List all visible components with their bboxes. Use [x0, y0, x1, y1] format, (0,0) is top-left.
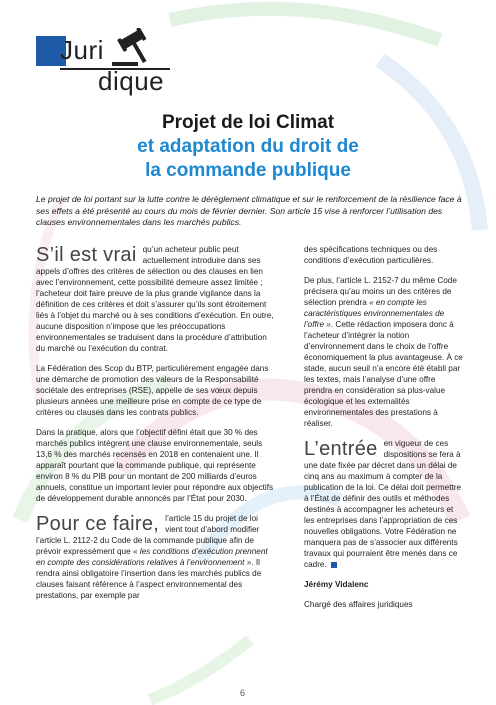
right-paragraph-2-a: De plus, l’article L. 2152-7 du même Code précisera qu’au moins un des critères de sélection prendra	[304, 276, 457, 307]
section-3-paragraph	[304, 438, 464, 570]
section-1-paragraph	[36, 244, 274, 354]
left-column	[36, 244, 274, 610]
logo-text-bottom: dique	[98, 66, 165, 96]
gavel-icon	[110, 28, 168, 68]
section-1-lead: S’il est vrai	[36, 244, 137, 266]
end-mark-icon	[331, 562, 337, 568]
right-paragraph-2	[304, 275, 464, 429]
section-2-text-b: . Il rendra ainsi obligatoire l’insertion dans les marchés publics de clauses faisant référence à l’aspect environnemental des prestations, par exemple par	[36, 558, 262, 600]
paragraph-rse: La Fédération des Scop du BTP, particulièrement engagée dans une démarche de promotion des valeurs de la Responsabilité sociétale des entreprises (RSE), appelle de ses vœux depuis plusieurs années une meilleure prise en compte de ce type de critères ou clauses dans les contrats publics.	[36, 364, 269, 417]
intro-paragraph: Le projet de loi portant sur la lutte contre le dérèglement climatique et sur le renforcement de la résilience face à ses effets a été présenté au cours du mois de février dernier. Son article 15 vise à renforcer l’utilisation des clauses environnementales dans les marchés publics.	[36, 194, 462, 228]
section-2-text-a: l’article 15 du projet de loi vient tout d’abord modifier l’article L. 2112-2 du Code de la commande publique afin de prévoir expressément que	[36, 514, 260, 556]
signature-role: Chargé des affaires juridiques	[304, 600, 413, 609]
section-2-quote: « les conditions d’exécution prennent en compte des considérations relatives à l’environnement »	[36, 547, 268, 567]
title-line-1: Projet de loi Climat	[161, 112, 335, 133]
page-number: 6	[240, 688, 246, 698]
section-2-paragraph	[36, 513, 274, 601]
section-3-lead: L’entrée	[304, 438, 378, 460]
section-1-text: qu’un acheteur public peut actuellement introduire dans ses appels d’offres des critères de sélection ou des clauses en lien avec l’environnement, cette possibilité demeure assez limitée ; l’acheteur doit faire preuve de la plus grande vigilance dans la définition de ces critères et doit s’assurer qu’ils sont étroitement liés à l’objet du marché ou à ses conditions d’exécution. En outre, aucune disposition n’impose que les préoccupations environnementales se traduisent dans la procédure d’attribution du marché ou l’exécution du contrat.	[36, 245, 274, 353]
section-3-text: en vigueur de ces dispositions se fera à une date fixée par décret dans un délai de cinq ans au maximum à compter de la publication de la loi. Ce délai doit permettre à l’État de définir des outils et méthodes destinés à accompagner les acheteurs et les entreprises dans l’appropriation de ces nouvelles obligations. Votre Fédération ne manquera pas de s’associer aux différents travaux qui pourraient être menés dans ce cadre.	[304, 439, 462, 569]
right-column	[304, 244, 464, 619]
logo-text-top: Juri	[60, 35, 104, 65]
title-line-2: et adaptation du droit de	[137, 136, 359, 157]
right-paragraph-2-b: . Cette rédaction imposera donc à l’acheteur d’intégrer la notion d’environnement dans le choix de l’offre économiquement la plus avantageuse. À ce stade, aucun seuil n’a encore été établi par les textes, mais l’analyse d’une offre prendra en considération sa plus-value écologique et les externalités environnementales des prestations à réaliser.	[304, 320, 463, 428]
paragraph-statistics: Dans la pratique, alors que l’objectif défini était que 30 % des marchés publics intègrent une clause environnementale, seuls 13,6 % des marchés recensés en 2018 en contenaient une. Il apparaît pourtant que la commande publique, qui représente environ 8 % du PIB pour un montant de 200 milliards d’euros annuels, constitue un important levier pour répondre aux objectifs de développement durable annoncés par l’État pour 2030.	[36, 428, 274, 503]
signature-name: Jérémy Vidalenc	[304, 580, 369, 589]
title-line-3: la commande publique	[145, 160, 351, 181]
section-2-lead: Pour ce faire,	[36, 513, 160, 535]
right-paragraph-2-quote: « en compte les caractéristiques environnementales de l’offre »	[304, 298, 445, 329]
right-paragraph-1: des spécifications techniques ou des conditions d’exécution particulières.	[304, 245, 438, 265]
